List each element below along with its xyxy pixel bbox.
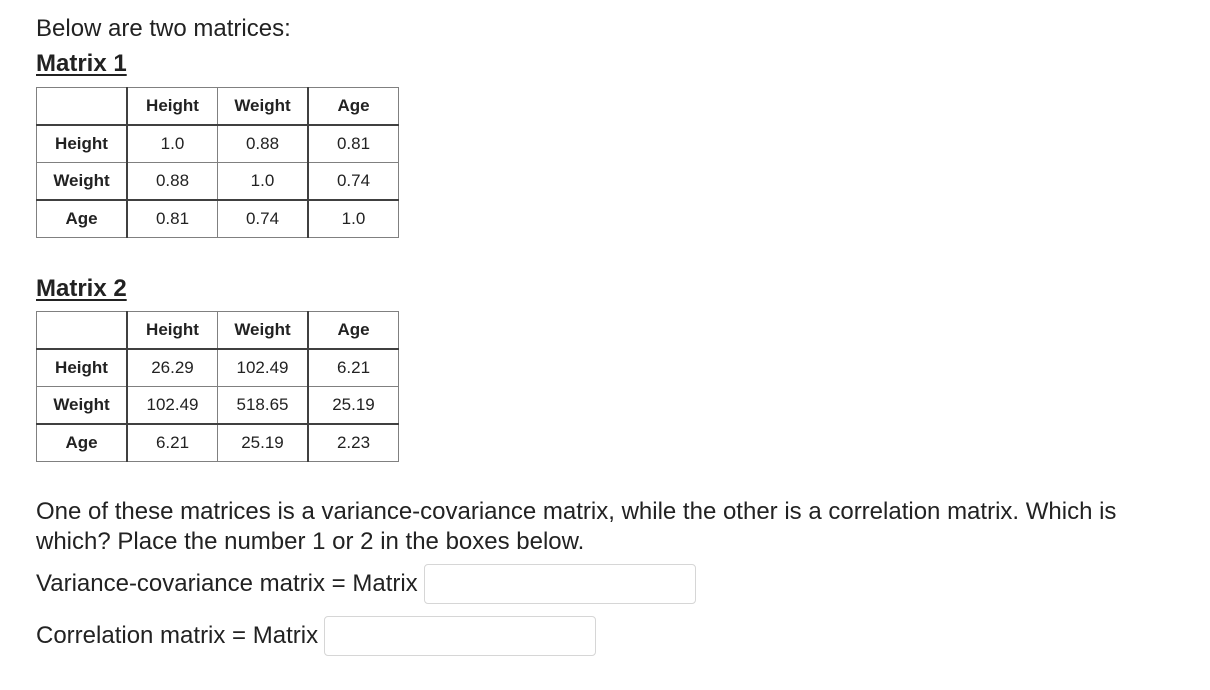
table-cell: 6.21 (308, 349, 399, 387)
table-cell: 25.19 (308, 387, 399, 425)
table-row (37, 349, 399, 387)
table-cell: 6.21 (127, 424, 218, 462)
table-cell: 102.49 (218, 349, 309, 387)
matrix-2-title: Matrix 2 (36, 275, 127, 302)
matrix-1-title: Matrix 1 (36, 50, 127, 77)
table-header-row (37, 312, 399, 350)
varcov-answer-row (36, 564, 696, 604)
row-header-age: Age (37, 424, 128, 462)
table-cell: 26.29 (127, 349, 218, 387)
column-header-age: Age (308, 88, 399, 126)
column-header-height: Height (127, 312, 218, 350)
row-header-age: Age (37, 200, 128, 238)
correlation-label: Correlation matrix = Matrix (36, 622, 319, 649)
varcov-matrix-input[interactable] (424, 564, 696, 604)
column-header-weight: Weight (218, 88, 309, 126)
table-cell: 518.65 (218, 387, 309, 425)
corner-cell (37, 88, 128, 126)
table-cell: 0.88 (127, 163, 218, 201)
table-cell: 1.0 (308, 200, 399, 238)
correlation-answer-row (36, 616, 596, 656)
column-header-age: Age (308, 312, 399, 350)
table-cell: 1.0 (218, 163, 309, 201)
row-header-height: Height (37, 125, 128, 163)
column-header-weight: Weight (218, 312, 309, 350)
table-cell: 0.74 (308, 163, 399, 201)
table-row (37, 163, 399, 201)
table-cell: 102.49 (127, 387, 218, 425)
matrix-1-table (36, 87, 399, 238)
table-cell: 0.81 (127, 200, 218, 238)
varcov-label: Variance-covariance matrix = Matrix (36, 570, 418, 597)
table-header-row (37, 88, 399, 126)
table-row (37, 424, 399, 462)
question-text: One of these matrices is a variance-covariance matrix, while the other is a correlation matrix. Which is which? Place the number 1 or 2 in the boxes below. (36, 498, 1117, 555)
matrix-2-table (36, 311, 399, 462)
intro-text: Below are two matrices: (36, 15, 291, 42)
column-header-height: Height (127, 88, 218, 126)
table-cell: 2.23 (308, 424, 399, 462)
table-row (37, 125, 399, 163)
table-row (37, 387, 399, 425)
row-header-weight: Weight (37, 163, 128, 201)
corner-cell (37, 312, 128, 350)
correlation-matrix-input[interactable] (324, 616, 596, 656)
table-cell: 25.19 (218, 424, 309, 462)
table-row (37, 200, 399, 238)
row-header-height: Height (37, 349, 128, 387)
row-header-weight: Weight (37, 387, 128, 425)
table-cell: 0.88 (218, 125, 309, 163)
table-cell: 0.81 (308, 125, 399, 163)
table-cell: 1.0 (127, 125, 218, 163)
table-cell: 0.74 (218, 200, 309, 238)
